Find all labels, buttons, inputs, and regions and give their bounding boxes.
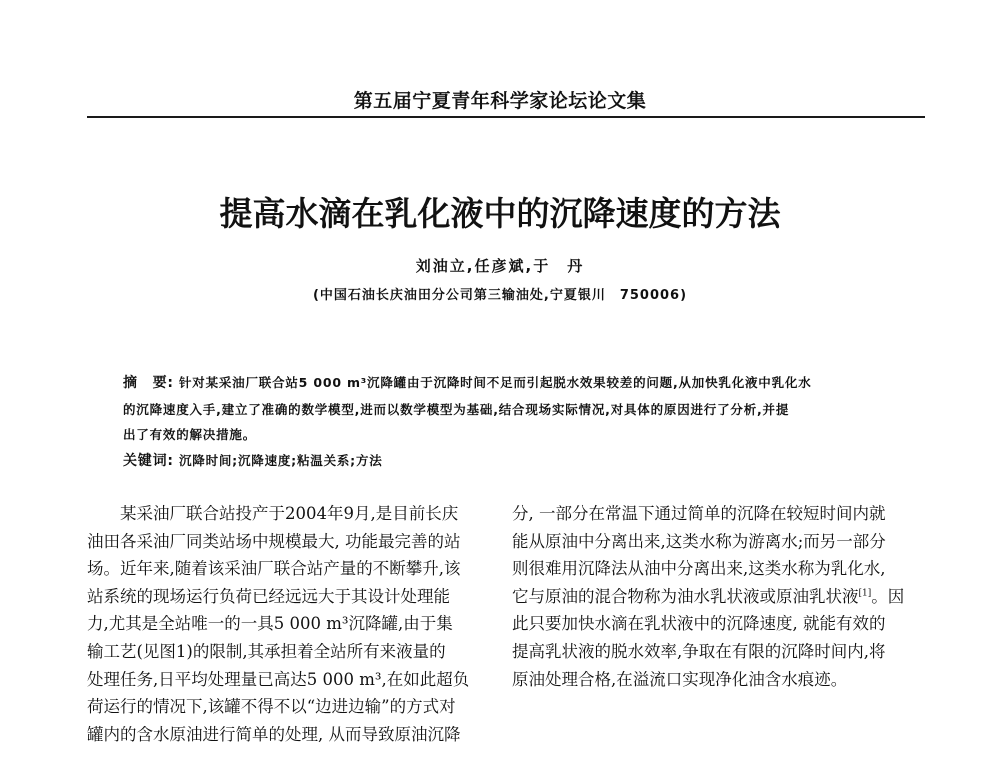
body-line: 力,尤其是全站唯一的一具5 000 m³沉降罐,由于集 (87, 614, 453, 634)
body-line: 荷运行的情况下,该罐不得不以“边进边输”的方式对 (87, 697, 456, 717)
body-line: 场。近年来,随着该采油厂联合站产量的不断攀升,该 (87, 559, 461, 579)
abstract-line-3: 出了有效的解决措施。 (123, 427, 257, 442)
body-line-tail: 。因 (871, 586, 905, 606)
body-line: 此只要加快水滴在乳状液中的沉降速度, 就能有效的 (512, 614, 886, 634)
abstract-block (123, 370, 885, 474)
keywords-line (123, 448, 885, 475)
body-right-column (512, 500, 927, 693)
abstract-label: 摘 要: (123, 375, 174, 391)
affiliation: (中国石油长庆油田分公司第三输油处,宁夏银川 750006) (312, 288, 688, 303)
authors: 刘油立,任彦斌,于 丹 (415, 257, 585, 275)
citation-ref[interactable]: [1] (858, 588, 872, 599)
body-line: 站系统的现场运行负荷已经远远大于其设计处理能 (87, 586, 450, 606)
body-line: 提高乳状液的脱水效率,争取在有限的沉降时间内,将 (512, 641, 886, 661)
body-line: 分, 一部分在常温下通过简单的沉降在较短时间内就 (512, 504, 886, 523)
running-head: 第五届宁夏青年科学家论坛论文集 (353, 90, 647, 112)
paper-title: 提高水滴在乳化液中的沉降速度的方法 (219, 194, 781, 233)
body-line: 罐内的含水原油进行简单的处理, 从而导致原油沉降 (87, 724, 461, 744)
body-line: 某采油厂联合站投产于2004年9月,是目前长庆 (87, 504, 459, 523)
keywords-text: 沉降时间;沉降速度;粘温关系;方法 (178, 452, 383, 468)
header-rule (87, 116, 925, 118)
body-line: 则很难用沉降法从油中分离出来,这类水称为乳化水, (512, 559, 886, 579)
keywords-label: 关键词: (123, 452, 174, 469)
abstract-text-1: 针对某采油厂联合站5 000 m³沉降罐由于沉降时间不足而引起脱水效果较差的问题,从加快乳化液中乳化水 (178, 375, 812, 390)
abstract-line-1 (123, 370, 885, 397)
abstract-line-2: 的沉降速度入手,建立了准确的数学模型,进而以数学模型为基础,结合现场实际情况,对具体的原因进行了分析,并提 (123, 401, 790, 417)
body-line: 处理任务,日平均处理量已高达5 000 m³,在如此超负 (87, 669, 470, 689)
body-line (512, 583, 927, 611)
body-line-text: 它与原油的混合物称为油水乳状液或原油乳状液 (512, 586, 859, 606)
body-line: 能从原油中分离出来,这类水称为游离水;而另一部分 (512, 531, 886, 551)
body-left-column (87, 500, 499, 748)
body-line: 原油处理合格,在溢流口实现净化油含水痕迹。 (512, 669, 848, 689)
body-line: 输工艺(见图1)的限制,其承担着全站所有来液量的 (87, 641, 446, 661)
body-line: 油田各采油厂同类站场中规模最大, 功能最完善的站 (87, 531, 461, 551)
